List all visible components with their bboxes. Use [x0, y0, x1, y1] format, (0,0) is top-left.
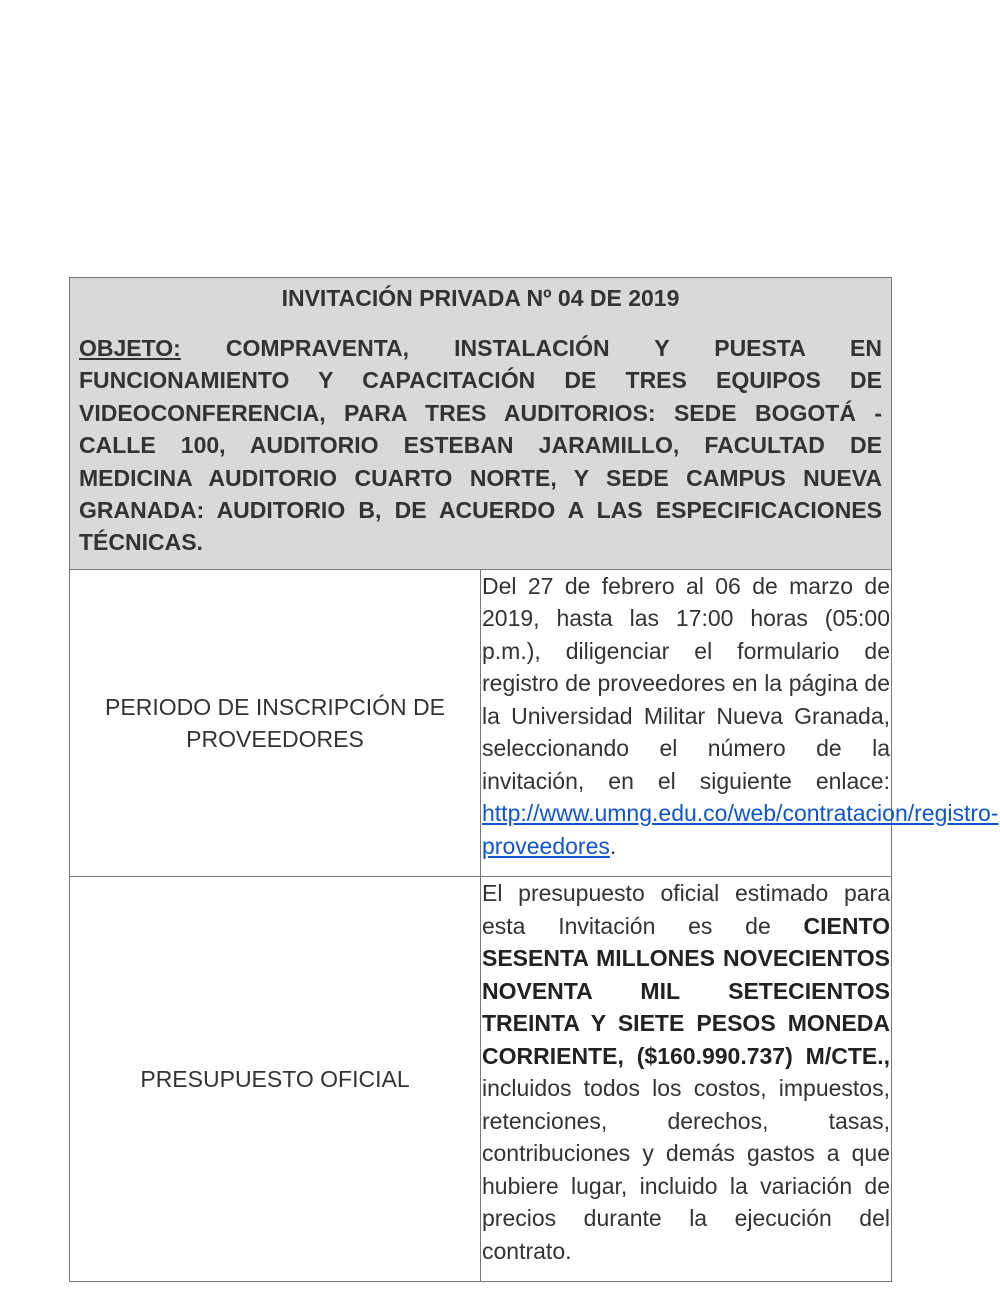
periodo-text: Del 27 de febrero al 06 de marzo de 2019, hasta las 17:00 horas (05:00 p.m.), diligenciar el formulario de registro de proveedores en la página de la Universidad Militar Nueva Granada, seleccionando el número de la invitación, en el siguiente enlace: [482, 572, 890, 794]
objeto-paragraph [79, 332, 882, 559]
presupuesto-label: PRESUPUESTO OFICIAL [70, 877, 481, 1282]
header-cell [70, 278, 892, 570]
header-row [70, 278, 892, 570]
invitation-title: INVITACIÓN PRIVADA Nº 04 DE 2019 [281, 285, 680, 311]
periodo-label: PERIODO DE INSCRIPCIÓN DE PROVEEDORES [70, 569, 481, 877]
table-row-presupuesto [70, 877, 892, 1282]
table-row-periodo [70, 569, 892, 877]
presupuesto-text: El presupuesto oficial estimado para esta Invitación es de [482, 880, 890, 939]
presupuesto-value [481, 877, 892, 1282]
objeto-text: COMPRAVENTA, INSTALACIÓN Y PUESTA EN FUNCIONAMIENTO Y CAPACITACIÓN DE TRES EQUIPOS DE VIDEOCONFERENCIA, PARA TRES AUDITORIOS: SEDE BOGOTÁ - CALLE 100, AUDITORIO ESTEBAN JARAMILLO, FACULTAD DE MEDICINA AUDITORIO CUARTO NORTE, Y SEDE CAMPUS NUEVA GRANADA: AUDITORIO B, DE ACUERDO A LAS ESPECIFICACIONES TÉCNICAS. [79, 335, 882, 556]
periodo-text-end: . [609, 832, 617, 859]
presupuesto-text-end: incluidos todos los costos, impuestos, retenciones, derechos, tasas, contribuciones y demás gastos a que hubiere lugar, incluido la variación de precios durante la ejecución del contrato. [482, 1075, 890, 1264]
periodo-value [481, 569, 999, 877]
presupuesto-amount: CIENTO SESENTA MILLONES NOVECIENTOS NOVENTA MIL SETECIENTOS TREINTA Y SIETE PESOS MONEDA CORRIENTE, ($160.990.737) M/CTE., [482, 912, 890, 1069]
registro-proveedores-link[interactable]: http://www.umng.edu.co/web/contratacion/registro-proveedores [482, 800, 999, 859]
objeto-label: OBJETO: [79, 335, 181, 361]
invitation-table [69, 277, 999, 1282]
